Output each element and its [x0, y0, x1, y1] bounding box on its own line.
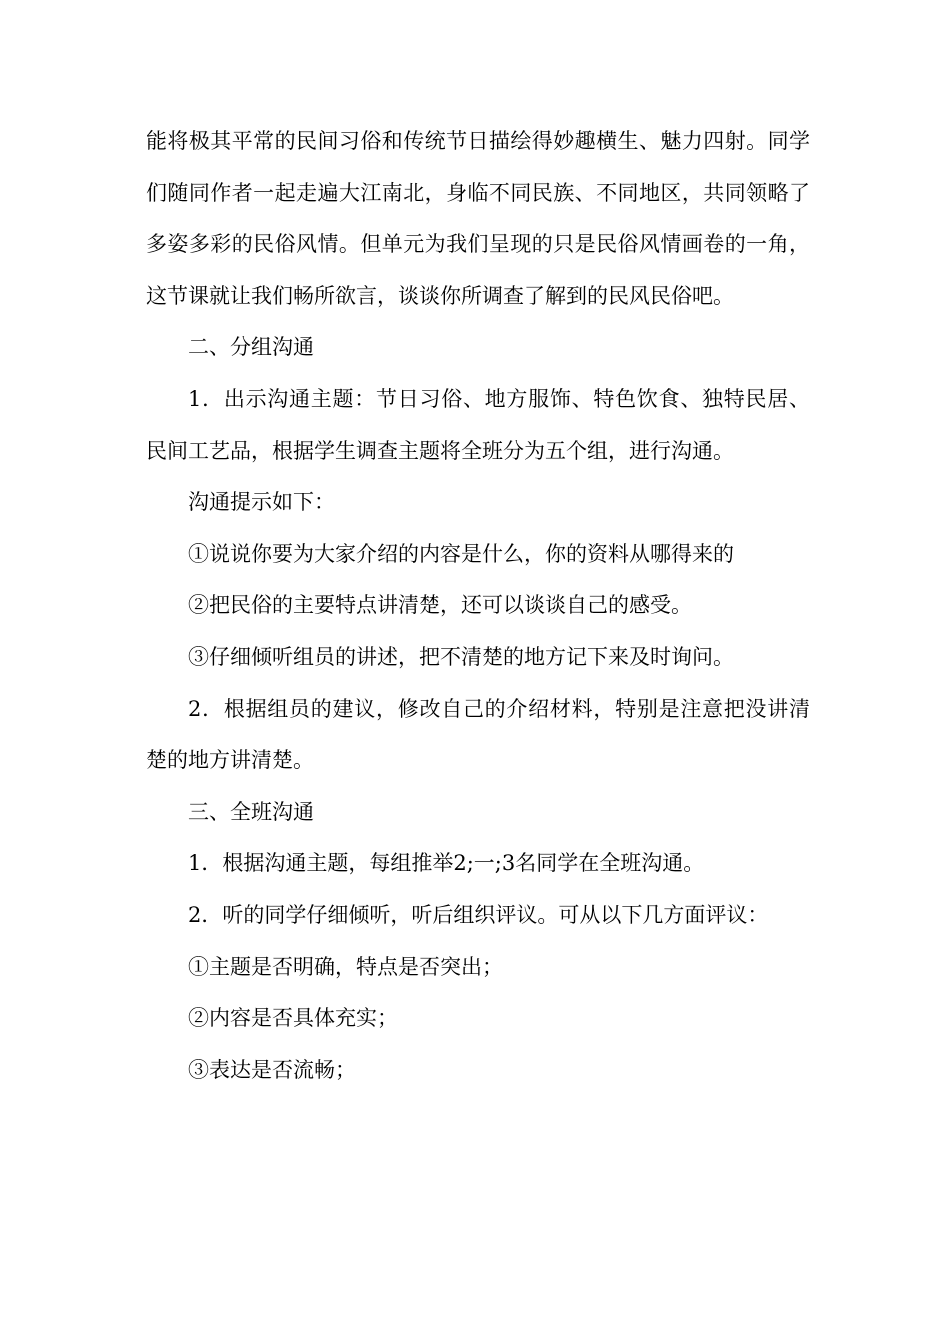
paragraph-step-1: 1．出示沟通主题：节日习俗、地方服饰、特色饮食、独特民居、民间工艺品，根据学生调查主题将全班分为五个组，进行沟通。 [146, 386, 810, 463]
paragraph-tips-heading: 沟通提示如下： [188, 490, 335, 515]
list-item-tip-1: ①说说你要为大家介绍的内容是什么，你的资料从哪得来的 [188, 541, 734, 566]
list-item-tip-2: ②把民俗的主要特点讲清楚，还可以谈谈自己的感受。 [188, 593, 692, 618]
document-body [146, 116, 810, 1096]
paragraph-intro: 能将极其平常的民间习俗和传统节日描绘得妙趣横生、魅力四射。同学们随同作者一起走遍大江南北，身临不同民族、不同地区，共同领略了多姿多彩的民俗风情。但单元为我们呈现的只是民俗风情画卷的一角，这节课就让我们畅所欲言，谈谈你所调查了解到的民风民俗吧。 [146, 129, 810, 308]
list-item-criterion-3: ③表达是否流畅； [188, 1057, 356, 1082]
list-item-tip-3: ③仔细倾听组员的讲述，把不清楚的地方记下来及时询问。 [188, 644, 734, 669]
list-item-criterion-2: ②内容是否具体充实； [188, 1006, 398, 1031]
section-heading-class-communication: 三、全班沟通 [188, 799, 314, 824]
paragraph-class-step-2: 2．听的同学仔细倾听，听后组织评议。可从以下几方面评议： [188, 902, 769, 927]
section-heading-group-communication: 二、分组沟通 [188, 335, 314, 360]
list-item-criterion-1: ①主题是否明确，特点是否突出； [188, 954, 503, 979]
paragraph-class-step-1: 1．根据沟通主题，每组推举2;一;3名同学在全班沟通。 [188, 851, 705, 876]
paragraph-step-2: 2．根据组员的建议，修改自己的介绍材料，特别是注意把没讲清楚的地方讲清楚。 [146, 696, 810, 773]
